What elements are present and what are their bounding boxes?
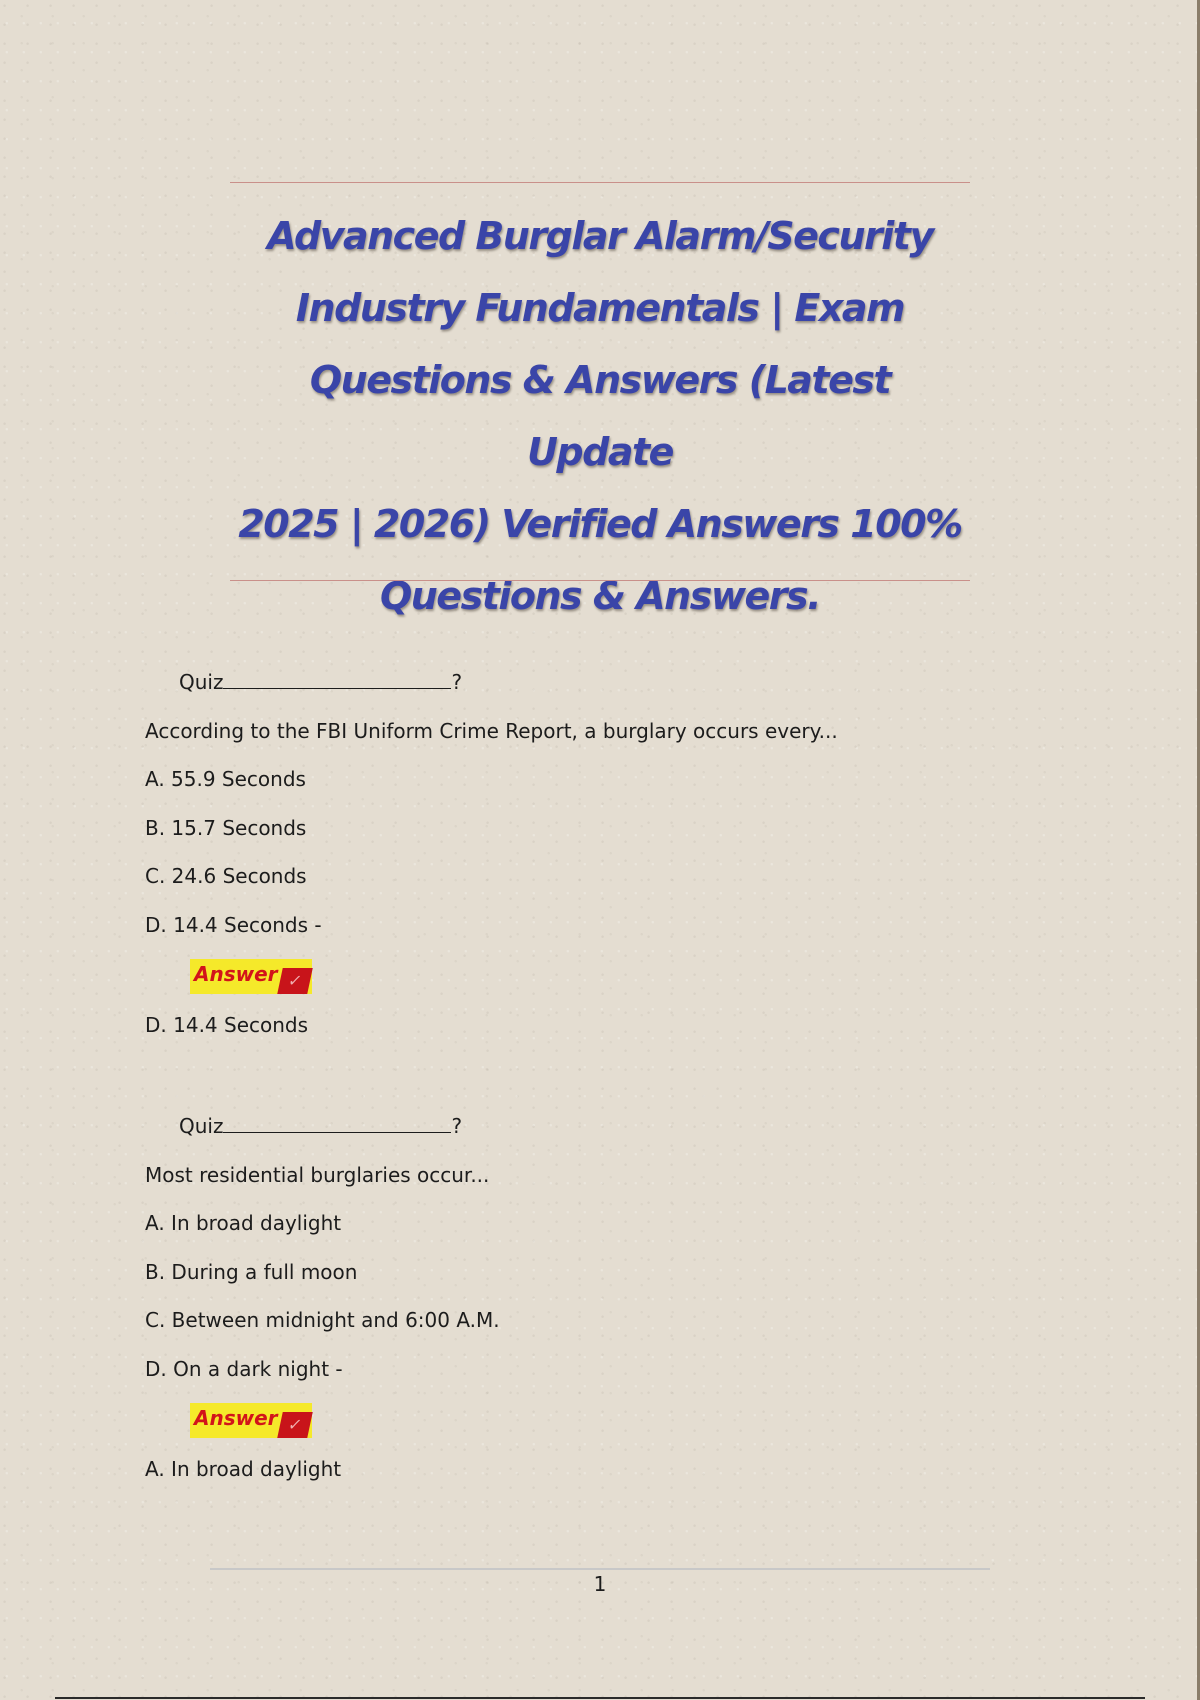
option-a: A. In broad daylight <box>145 1211 342 1235</box>
question-block <box>145 665 1045 1057</box>
title-line: Questions & Answers (Latest Update <box>309 358 891 474</box>
option-a: A. 55.9 Seconds <box>145 767 306 791</box>
answer-badge <box>190 1403 312 1438</box>
quiz-mark: ? <box>451 670 463 694</box>
quiz-heading <box>145 1109 1045 1158</box>
document-title <box>235 200 965 632</box>
answer-badge <box>190 959 312 994</box>
answer-label: Answer <box>194 1406 278 1430</box>
option-b: B. During a full moon <box>145 1259 358 1284</box>
quiz-label: Quiz <box>179 670 224 694</box>
page-bottom-border <box>55 1697 1145 1699</box>
option-b: B. 15.7 Seconds <box>145 815 307 840</box>
answer-label-line <box>145 956 1045 1008</box>
title-line: Questions & Answers. <box>379 574 821 618</box>
question-text: Most residential burglaries occur... <box>145 1162 490 1187</box>
answer-text: D. 14.4 Seconds <box>145 1013 309 1037</box>
title-line: Advanced Burglar Alarm/Security <box>267 214 933 258</box>
answer-label-line <box>145 1400 1045 1452</box>
option-c: C. 24.6 Seconds <box>145 864 307 888</box>
answer-text: A. In broad daylight <box>145 1457 342 1481</box>
option-d: D. On a dark night - <box>145 1356 343 1381</box>
check-box-icon: ✓ <box>277 968 313 994</box>
quiz-label: Quiz <box>179 1114 224 1138</box>
page-number: 1 <box>593 1572 607 1596</box>
option-c: C. Between midnight and 6:00 A.M. <box>145 1308 500 1332</box>
footer-rule <box>210 1568 990 1570</box>
title-line: 2025 | 2026) Verified Answers 100% <box>238 502 962 546</box>
title-bottom-rule <box>230 580 970 581</box>
question-text: According to the FBI Uniform Crime Report, a burglary occurs every... <box>145 718 838 743</box>
quiz-blank <box>223 1112 451 1133</box>
option-d: D. 14.4 Seconds - <box>145 912 322 937</box>
answer-label: Answer <box>194 962 278 986</box>
quiz-blank <box>223 668 451 689</box>
check-box-icon: ✓ <box>277 1412 313 1438</box>
question-block <box>145 1109 1045 1501</box>
title-top-rule <box>230 182 970 183</box>
quiz-mark: ? <box>451 1114 463 1138</box>
title-line: Industry Fundamentals | Exam <box>295 286 905 330</box>
quiz-heading <box>145 665 1045 714</box>
